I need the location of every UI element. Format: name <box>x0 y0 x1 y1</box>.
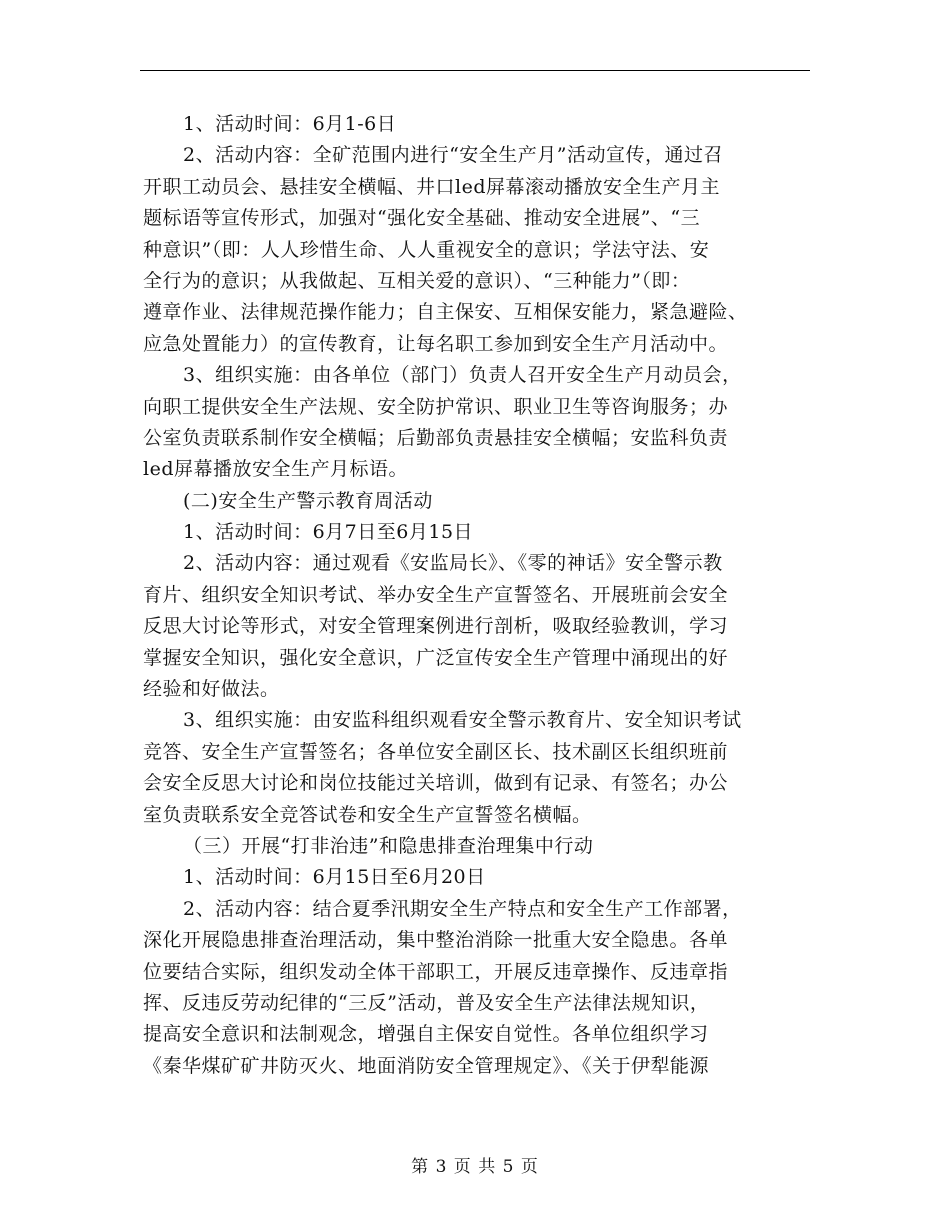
paragraph-line: 反思大讨论等形式，对安全管理案例进行剖析，吸取经验教训，学习 <box>143 615 729 638</box>
paragraph-line: 题标语等宣传形式，加强对“强化安全基础、推动安全进展”、“三 <box>143 207 701 230</box>
section-heading: (二)安全生产警示教育周活动 <box>183 489 433 512</box>
paragraph-line: 挥、反违反劳动纪律的“三反”活动，普及安全生产法律法规知识， <box>143 991 710 1014</box>
page-number-footer: 第 3 页 共 5 页 <box>411 1157 539 1177</box>
paragraph-line: 《秦华煤矿矿井防灭火、地面消防安全管理规定》、《关于伊犁能源 <box>143 1054 710 1077</box>
paragraph-line: 2、活动内容：结合夏季汛期安全生产特点和安全生产工作部署， <box>183 897 742 920</box>
paragraph-line: 竞答、安全生产宣誓签名；各单位安全副区长、技术副区长组织班前 <box>143 740 729 763</box>
paragraph-line: 全行为的意识；从我做起、互相关爱的意识）、“三种能力”（即： <box>143 269 691 292</box>
section-heading: （三）开展“打非治违”和隐患排查治理集中行动 <box>183 834 594 857</box>
paragraph-line: 会安全反思大讨论和岗位技能过关培训，做到有记录、有签名；办公 <box>143 772 729 795</box>
paragraph-line: 育片、组织安全知识考试、举办安全生产宣誓签名、开展班前会安全 <box>143 583 729 606</box>
paragraph-line: 位要结合实际，组织发动全体干部职工，开展反违章操作、反违章指 <box>143 960 729 983</box>
paragraph-line: 2、活动内容：全矿范围内进行“安全生产月”活动宣传，通过召 <box>183 144 724 167</box>
paragraph-line: 3、组织实施：由各单位（部门）负责人召开安全生产月动员会， <box>183 364 742 387</box>
paragraph-line: 公室负责联系制作安全横幅；后勤部负责悬挂安全横幅；安监科负责 <box>143 426 729 449</box>
paragraph-line: 2、活动内容：通过观看《安监局长》、《零的神话》安全警示教 <box>183 552 723 575</box>
paragraph-line: 向职工提供安全生产法规、安全防护常识、职业卫生等咨询服务；办 <box>143 395 729 418</box>
paragraph-line: 种意识”（即：人人珍惜生命、人人重视安全的意识；学法守法、安 <box>143 238 710 261</box>
paragraph-line: 深化开展隐患排查治理活动，集中整治消除一批重大安全隐患。各单 <box>143 929 729 952</box>
paragraph-line: 室负责联系安全竞答试卷和安全生产宣誓签名横幅。 <box>143 803 592 826</box>
paragraph-line: 1、活动时间：6月1-6日 <box>183 113 397 135</box>
document-body <box>143 109 808 1082</box>
paragraph-line: 提高安全意识和法制观念，增强自主保安自觉性。各单位组织学习 <box>143 1023 709 1046</box>
paragraph-line: 掌握安全知识，强化安全意识，广泛宣传安全生产管理中涌现出的好 <box>143 646 729 669</box>
paragraph-line: 遵章作业、法律规范操作能力；自主保安、互相保安能力，紧急避险、 <box>143 301 748 324</box>
paragraph-line: 1、活动时间：6月15日至6月20日 <box>183 866 486 889</box>
paragraph-line: 3、组织实施：由安监科组织观看安全警示教育片、安全知识考试 <box>183 709 742 732</box>
header-rule <box>140 70 810 71</box>
paragraph-line: led屏幕播放安全生产月标语。 <box>143 458 408 481</box>
paragraph-line: 经验和好做法。 <box>143 678 280 701</box>
paragraph-line: 1、活动时间：6月7日至6月15日 <box>183 521 474 544</box>
paragraph-line: 开职工动员会、悬挂安全横幅、井口led屏幕滚动播放安全生产月主 <box>143 175 720 198</box>
paragraph-line: 应急处置能力）的宣传教育，让每名职工参加到安全生产月活动中。 <box>143 332 729 355</box>
